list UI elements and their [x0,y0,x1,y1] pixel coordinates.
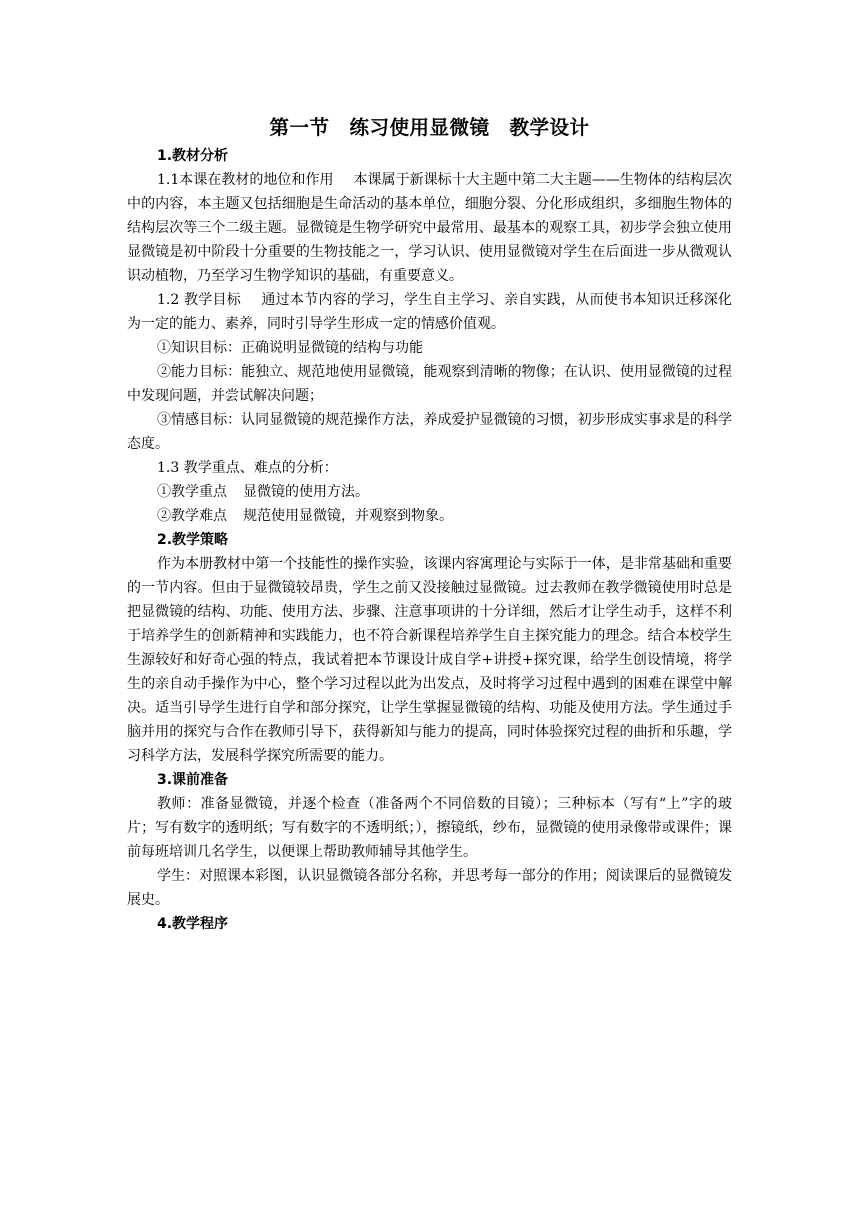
paragraph-1-2 [127,288,732,336]
document-body [127,112,732,936]
goal-emotion: ③情感目标：认同显微镜的规范操作方法，养成爱护显微镜的习惯，初步形成实事求是的科学态度。 [127,412,732,452]
section-heading-3: 3.课前准备 [157,772,229,788]
difficulty-label: ②教学难点 [157,508,227,524]
page-title: 第一节 练习使用显微镜 教学设计 [269,116,590,139]
strategy-paragraph: 作为本册教材中第一个技能性的操作实验，该课内容寓理论与实际于一体，是非常基础和重要的一节内容。但由于显微镜较昂贵，学生之前又没接触过显微镜。过去教师在教学微镜使用时总是把显微镜的结构、功能、使用方法、步骤、注意事项讲的十分详细，然后才让学生动手，这样不利于培养学生的创新精神和实践能力，也不符合新课程培养学生自主探究能力的理念。结合本校学生生源较好和好奇心强的特点，我试着把本节课设计成自学+讲授+探究课，给学生创设情境，将学生的亲自动手操作为中心，整个学习过程以此为出发点，及时将学习过程中遇到的困难在课堂中解决。适当引导学生进行自学和部分探究，让学生掌握显微镜的结构、功能及使用方法。学生通过手脑并用的探究与合作在教师引导下，获得新知与能力的提高，同时体验探究过程的曲折和乐趣，学习科学方法，发展科学探究所需要的能力。 [127,556,732,764]
section-heading-2: 2.教学策略 [157,532,229,548]
paragraph-text: 本课属于新课标十大主题中第二大主题——生物体的结构层次中的内容，本主题又包括细胞是生命活动的基本单位，细胞分裂、分化形成组织，多细胞生物体的结构层次等三个二级主题。显微镜是生物学研究中最常用、最基本的观察工具，初步学会独立使用显微镜是初中阶段十分重要的生物技能之一，学习认识、使用显微镜对学生在后面进一步从微观认识动植物，乃至学习生物学知识的基础，有重要意义。 [127,172,733,284]
goal-knowledge: ①知识目标：正确说明显微镜的结构与功能 [157,340,423,356]
section-heading-1: 1.教材分析 [157,148,229,164]
key-label: ①教学重点 [157,484,227,500]
student-preparation: 学生：对照课本彩图，认识显微镜各部分名称，并思考每一部分的作用；阅读课后的显微镜发展史。 [127,868,732,908]
paragraph-text: 通过本节内容的学习，学生自主学习、亲自实践，从而使书本知识迁移深化为一定的能力、素养，同时引导学生形成一定的情感价值观。 [127,292,733,332]
paragraph-label: 1.1本课在教材的地位和作用 [157,172,334,188]
paragraph-1-3: 1.3 教学重点、难点的分析： [157,460,338,476]
teaching-difficulty [127,504,732,528]
teacher-preparation: 教师：准备显微镜，并逐个检查（准备两个不同倍数的目镜）；三种标本（写有“上”字的玻片；写有数字的透明纸；写有数字的不透明纸；），擦镜纸，纱布，显微镜的使用录像带或课件；课前每班培训几名学生，以便课上帮助教师辅导其他学生。 [127,796,732,860]
teaching-key-point [127,480,732,504]
key-text: 显微镜的使用方法。 [243,484,369,500]
section-heading-4: 4.教学程序 [157,916,229,932]
paragraph-label: 1.2 教学目标 [157,292,242,308]
difficulty-text: 规范使用显微镜，并观察到物象。 [243,508,453,524]
paragraph-1-1 [127,168,732,288]
goal-ability: ②能力目标：能独立、规范地使用显微镜，能观察到清晰的物像；在认识、使用显微镜的过程中发现问题，并尝试解决问题； [127,364,732,404]
